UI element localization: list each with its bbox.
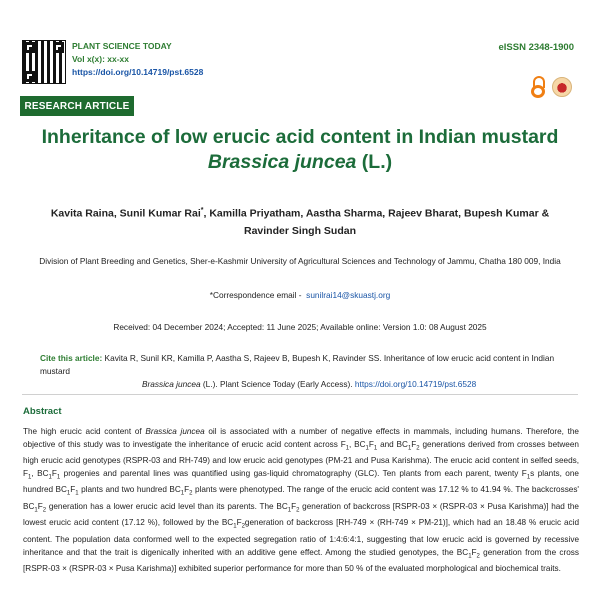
citation-text1: Kavita R, Sunil KR, Kamilla P, Aastha S, Rajeev B, Bupesh K, Ravinder SS. Inheritance of low erucic acid content in Indian mustard — [40, 353, 555, 376]
authors-part-a: Kavita Raina, Sunil Kumar Rai — [50, 207, 201, 220]
authors-part-b: , Kamilla Priyatham, Aastha Sharma, Rajeev Bharat, Bupesh Kumar & — [203, 207, 550, 220]
journal-name: PLANT SCIENCE TODAY — [72, 41, 172, 51]
correspondence-email[interactable]: sunilrai14@skuastj.org — [306, 290, 391, 300]
correspondence-label: *Correspondence email - — [209, 290, 302, 300]
citation-line2 — [40, 378, 570, 391]
article-title — [0, 125, 600, 175]
section-divider — [22, 394, 578, 395]
article-dates: Received: 04 December 2024; Accepted: 11 June 2025; Available online: Version 1.0: 08 August 2025 — [113, 322, 487, 332]
open-access-icon — [530, 76, 546, 98]
correspondence — [0, 290, 600, 300]
article-type-badge: RESEARCH ARTICLE — [20, 96, 134, 116]
header-icons — [530, 76, 572, 98]
authors-line1 — [40, 202, 560, 223]
title-species: Brassica juncea — [207, 151, 357, 173]
eissn: eISSN 2348-1900 — [498, 42, 574, 53]
qr-code-icon[interactable] — [22, 40, 66, 84]
qr-finder — [24, 71, 35, 82]
citation-label: Cite this article: — [40, 353, 103, 363]
author-list — [40, 202, 560, 240]
doi-link[interactable]: https://doi.org/10.14719/pst.6528 — [72, 67, 204, 77]
crossmark-icon[interactable] — [552, 77, 572, 97]
title-line1: Inheritance of low erucic acid content in Indian mustard — [41, 126, 559, 148]
authors-line2: Ravinder Singh Sudan — [243, 224, 356, 237]
abstract-species: Brassica juncea — [145, 427, 205, 436]
corresponding-mark: * — [200, 207, 204, 214]
citation-text2: (L.). Plant Science Today (Early Access). — [200, 379, 355, 389]
citation-species: Brassica juncea — [142, 379, 201, 389]
title-authority: (L.) — [356, 151, 393, 173]
qr-finder — [24, 42, 35, 53]
affiliation: Division of Plant Breeding and Genetics, Sher-e-Kashmir University of Agricultural Sciences and Technology of Jammu, Chatha 180 009, India — [39, 256, 561, 266]
citation-doi-link[interactable]: https://doi.org/10.14719/pst.6528 — [354, 379, 477, 389]
journal-volume: Vol x(x): xx-xx — [72, 54, 130, 64]
qr-finder — [53, 42, 64, 53]
journal-info — [72, 40, 203, 79]
citation — [40, 352, 570, 391]
abstract-body: The high erucic acid content of Brassica juncea oil is associated with a number of negative effects in mammals, including humans. Therefore, the objective of this study was to investigate the inheritance of erucic acid content across $F_1$, $BC_1F_1$ and $BC_1F_2$ generations derived from crosses between high erucic acid genotypes (RSPR-03 and RH-749) and low erucic acid genotypes (PM-21 and Pusa Karishma). The erucic acid content in selfed seeds, $F_1$, $BC_1F_1$ progenies and parental lines was quantified using gas-liquid chromatography (GLC). Ten plants from each parent, twenty $F_1s$ plants, one hundred $BC_1F_1$ plants and two hundred $BC_1F_2$ plants were phenotyped. The range of the erucic acid content was 17.12 % to 41.94 %. The backcrosses' $BC_1F_2$ generation has a lower erucic acid level than its parents. The $BC_1F_2$ generation of backcross [RSPR-03 × (RSPR-03 × Pusa Karishma)] had the lowest erucic acid content (17.12 %), followed by the $BC_1F_2generation$ of backcross [RH-749 × (RH-749 × PM-21)], which had an 18.48 % erucic acid content. The population data conformed well to the expected segregation ratio of 1:4:6:4:1, suggesting that low erucic acid is governed by recessive inheritance and that the trait is digenically inherited with an additive gene effect. Among the studied genotypes, the $BC_1F_2$ generation from the cross [RSPR-03 × (RSPR-03 × Pusa Karishma)] exhibited superior performance for more than 50 % of the evaluated morphological and biochemical traits. — [23, 427, 579, 574]
abstract-heading: Abstract — [23, 406, 62, 417]
title-line2 — [0, 150, 600, 175]
